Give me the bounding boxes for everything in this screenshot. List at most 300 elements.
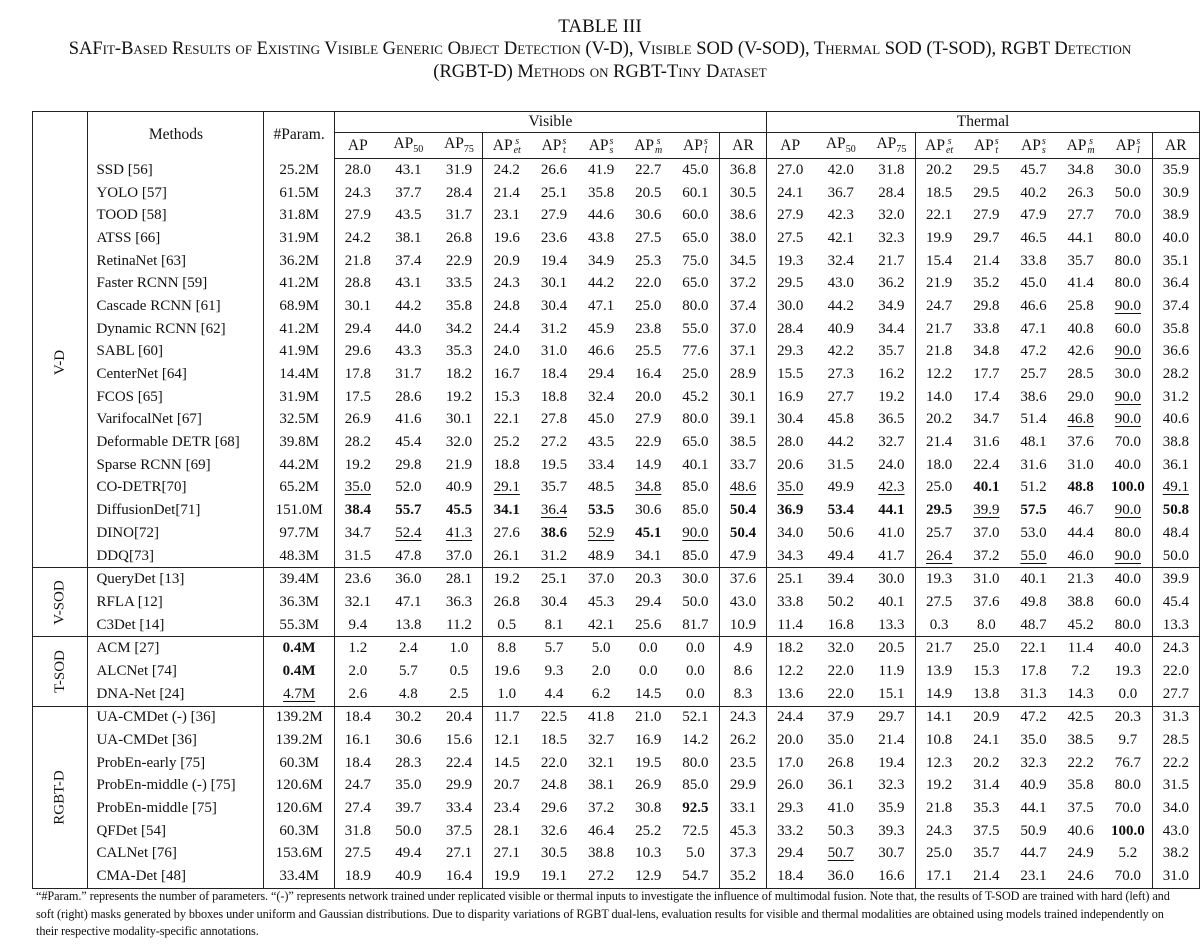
visible-value: 30.4: [540, 593, 568, 610]
thermal-value: 40.0: [1152, 227, 1199, 250]
thermal-value: 29.3: [777, 800, 804, 817]
visible-col-ap50: $AP_{50}$: [381, 133, 436, 159]
visible-value: 41.6: [395, 411, 422, 428]
visible-value: 31.8: [344, 822, 371, 839]
thermal-value: 44.1: [1020, 800, 1047, 817]
thermal-value: 19.4: [878, 754, 905, 771]
thermal-value: 35.0: [777, 479, 804, 496]
table-row: [33, 591, 1200, 614]
method-name: UA-CMDet (-) [36]: [88, 706, 264, 729]
thermal-value: 28.4: [878, 184, 905, 201]
table-row: [33, 363, 1200, 386]
visible-value: 38.1: [395, 229, 422, 246]
method-name: SABL [60]: [88, 341, 264, 364]
thermal-value: 20.2: [915, 159, 963, 182]
thermal-value: 21.3: [1057, 568, 1104, 591]
thermal-value: 25.7: [915, 522, 963, 545]
thermal-value: 46.6: [1020, 297, 1047, 314]
thermal-value: 35.0: [1020, 732, 1047, 749]
thermal-value: 19.2: [915, 775, 963, 798]
visible-value: 50.4: [719, 499, 766, 522]
thermal-value: 34.0: [1152, 797, 1199, 820]
thermal-value: 27.9: [777, 207, 804, 224]
visible-value: 55.7: [395, 502, 422, 519]
visible-value: 26.2: [719, 729, 766, 752]
table-row: [33, 752, 1200, 775]
thermal-value: 43.0: [1152, 820, 1199, 843]
thermal-value: 41.4: [1067, 275, 1094, 292]
table-row: [33, 568, 1200, 591]
method-name: ACM [27]: [88, 637, 264, 660]
visible-value: 23.8: [635, 320, 662, 337]
group-header: [33, 112, 88, 159]
thermal-value: 40.1: [973, 479, 1000, 496]
thermal-value: 22.0: [1152, 660, 1199, 683]
visible-value: 55.0: [682, 320, 709, 337]
thermal-value: 29.5: [915, 499, 963, 522]
thermal-value: 80.0: [1114, 777, 1142, 794]
visible-value: 27.4: [344, 800, 371, 817]
results-body: [33, 159, 1200, 889]
visible-value: 27.9: [344, 207, 371, 224]
visible-value: 35.8: [445, 297, 473, 314]
visible-value: 25.5: [635, 343, 662, 360]
visible-value: 32.1: [587, 754, 615, 771]
thermal-value: 51.2: [1020, 479, 1047, 496]
thermal-value: 14.9: [915, 683, 963, 706]
visible-value: 29.4: [344, 320, 371, 337]
thermal-value: 24.7: [915, 295, 963, 318]
visible-value: 1.2: [334, 637, 381, 660]
table-row: [33, 295, 1200, 318]
thermal-value: 22.2: [1067, 754, 1094, 771]
table-row: [33, 318, 1200, 341]
thermal-value: 35.7: [878, 343, 905, 360]
visible-value: 15.3: [483, 386, 531, 409]
thermal-value: 40.0: [1104, 637, 1152, 660]
thermal-value: 38.8: [1152, 431, 1199, 454]
visible-value: 50.4: [719, 522, 766, 545]
thermal-value: 29.4: [777, 845, 804, 862]
thermal-value: 40.1: [878, 593, 905, 610]
thermal-value: 42.3: [827, 207, 854, 224]
thermal-value: 51.4: [1020, 411, 1047, 428]
param-count: 31.8M: [264, 204, 334, 227]
method-name: RetinaNet [63]: [88, 250, 264, 273]
visible-value: 0.0: [625, 637, 672, 660]
visible-value: 17.5: [344, 388, 371, 405]
visible-value: 0.5: [483, 614, 531, 637]
table-row: [33, 499, 1200, 522]
visible-value: 30.4: [540, 297, 568, 314]
table-label: TABLE III: [558, 16, 642, 37]
visible-value: 39.7: [395, 800, 422, 817]
thermal-value: 21.4: [973, 252, 1000, 269]
visible-value: 45.3: [719, 820, 766, 843]
thermal-value: 30.9: [1152, 182, 1199, 205]
thermal-value: 22.1: [915, 204, 963, 227]
thermal-value: 42.6: [1067, 343, 1094, 360]
visible-value: 37.0: [578, 568, 625, 591]
visible-value: 38.6: [540, 524, 568, 541]
visible-value: 28.2: [344, 434, 371, 451]
thermal-value: 12.2: [915, 363, 963, 386]
thermal-value: 46.5: [1020, 229, 1047, 246]
thermal-value: 50.6: [827, 524, 854, 541]
thermal-value: 40.0: [1104, 568, 1152, 591]
thermal-value: 50.0: [1114, 184, 1142, 201]
visible-value: 34.5: [719, 250, 766, 273]
visible-value: 49.4: [395, 845, 422, 862]
thermal-value: 0.0: [1118, 685, 1138, 702]
visible-value: 30.1: [344, 297, 371, 314]
visible-value: 43.3: [395, 343, 422, 360]
param-count: 25.2M: [264, 159, 334, 182]
visible-value: 33.5: [445, 275, 473, 292]
thermal-value: 42.1: [827, 229, 854, 246]
param-count: 120.6M: [264, 797, 334, 820]
thermal-value: 35.7: [973, 845, 1000, 862]
visible-value: 20.7: [483, 775, 531, 798]
method-name: DiffusionDet[71]: [88, 499, 264, 522]
visible-value: 33.4: [445, 800, 473, 817]
visible-value: 32.7: [587, 732, 615, 749]
visible-value: 4.9: [719, 637, 766, 660]
thermal-col-apst: AP s t: [963, 133, 1010, 159]
visible-value: 80.0: [682, 411, 709, 428]
visible-value: 16.7: [483, 363, 531, 386]
thermal-value: 26.0: [777, 777, 804, 794]
visible-value: 30.5: [540, 845, 568, 862]
visible-value: 37.0: [719, 318, 766, 341]
thermal-value: 45.7: [1020, 161, 1047, 178]
visible-value: 1.0: [436, 637, 483, 660]
visible-value: 28.0: [344, 161, 371, 178]
thermal-value: 25.7: [1020, 366, 1047, 383]
visible-value: 34.8: [635, 479, 662, 496]
visible-value: 27.2: [540, 434, 568, 451]
visible-value: 14.2: [682, 732, 709, 749]
visible-value: 47.1: [587, 297, 615, 314]
visible-value: 43.1: [395, 275, 422, 292]
visible-value: 12.1: [483, 729, 531, 752]
thermal-value: 25.0: [915, 477, 963, 500]
param-count: 41.2M: [264, 318, 334, 341]
visible-value: 40.9: [445, 479, 473, 496]
thermal-value: 40.6: [1152, 409, 1199, 432]
thermal-value: 90.0: [1114, 547, 1142, 564]
thermal-value: 30.0: [1114, 366, 1142, 383]
param-header: #Param.: [264, 112, 334, 159]
thermal-value: 15.5: [777, 366, 804, 383]
thermal-value: 30.0: [777, 297, 804, 314]
thermal-value: 25.8: [1067, 297, 1094, 314]
param-count: 39.4M: [264, 568, 334, 591]
visible-value: 37.5: [445, 822, 473, 839]
visible-value: 20.4: [436, 706, 483, 729]
visible-value: 35.8: [587, 184, 615, 201]
visible-value: 37.6: [719, 568, 766, 591]
thermal-value: 31.4: [973, 777, 1000, 794]
thermal-value: 45.4: [1152, 591, 1199, 614]
visible-value: 4.4: [544, 685, 564, 702]
thermal-value: 47.9: [1020, 207, 1047, 224]
thermal-value: 19.3: [1114, 662, 1142, 679]
visible-value: 25.6: [635, 616, 662, 633]
visible-value: 20.0: [635, 388, 662, 405]
thermal-value: 36.5: [878, 411, 905, 428]
visible-value: 48.6: [719, 477, 766, 500]
thermal-value: 24.6: [1057, 865, 1104, 888]
visible-value: 28.3: [395, 754, 422, 771]
visible-value: 31.2: [540, 547, 568, 564]
visible-value: 32.4: [587, 388, 615, 405]
visible-value: 19.2: [445, 388, 473, 405]
thermal-value: 35.2: [973, 275, 1000, 292]
thermal-value: 28.4: [777, 320, 804, 337]
param-count: 0.4M: [264, 637, 334, 660]
visible-value: 29.1: [483, 477, 531, 500]
thermal-value: 46.8: [1067, 411, 1094, 428]
visible-value: 11.2: [446, 616, 472, 633]
visible-value: 48.9: [587, 547, 615, 564]
thermal-value: 35.7: [1067, 252, 1094, 269]
table-row: [33, 409, 1200, 432]
visible-value: 20.9: [483, 250, 531, 273]
visible-value: 24.2: [483, 159, 531, 182]
thermal-value: 50.9: [1020, 822, 1047, 839]
visible-value: 43.0: [719, 591, 766, 614]
visible-value: 81.7: [682, 616, 709, 633]
thermal-value: 34.8: [1067, 161, 1094, 178]
visible-value: 44.2: [395, 297, 422, 314]
visible-value: 31.7: [395, 366, 422, 383]
thermal-value: 33.8: [777, 593, 804, 610]
thermal-value: 37.5: [973, 822, 1000, 839]
visible-value: 25.2: [635, 822, 662, 839]
group-label-text: V-D: [51, 350, 68, 376]
thermal-value: 47.2: [1010, 706, 1057, 729]
thermal-value: 39.9: [1152, 568, 1199, 591]
thermal-value: 45.2: [1067, 616, 1094, 633]
thermal-value: 32.3: [1020, 754, 1047, 771]
thermal-value: 41.0: [878, 524, 905, 541]
thermal-value: 13.6: [777, 685, 804, 702]
thermal-value: 28.5: [1067, 366, 1094, 383]
param-count: 139.2M: [264, 729, 334, 752]
visible-value: 22.9: [445, 252, 473, 269]
visible-value: 45.1: [635, 524, 662, 541]
visible-value: 22.7: [635, 161, 662, 178]
thermal-value: 29.5: [777, 275, 804, 292]
table-row: [33, 660, 1200, 683]
thermal-value: 70.0: [1114, 207, 1142, 224]
visible-value: 30.1: [445, 411, 473, 428]
visible-value: 50.0: [395, 822, 422, 839]
table-row: [33, 865, 1200, 888]
thermal-value: 90.0: [1114, 297, 1142, 314]
thermal-value: 27.5: [777, 229, 804, 246]
thermal-value: 31.0: [1152, 865, 1199, 888]
thermal-col-ap: AP: [767, 133, 814, 159]
table-row: [33, 341, 1200, 364]
visible-value: 30.0: [672, 568, 720, 591]
table-row: [33, 272, 1200, 295]
thermal-value: 31.6: [1020, 456, 1047, 473]
visible-value: 30.1: [540, 275, 568, 292]
visible-value: 5.0: [578, 637, 625, 660]
thermal-value: 44.7: [1020, 845, 1047, 862]
thermal-value: 36.1: [827, 777, 854, 794]
thermal-value: 20.5: [868, 637, 915, 660]
footnote: “#Param.” represents the number of parameters. “(-)” represents network trained under replicated visible or thermal inputs to investigate the influence of multimodal fusion. Note that, the results of T-SOD are trained with hard (left) and soft (right) masks generated by bboxes under uniform and Gaussian distributions. Due to disparity variations of RGBT dual-lens, evaluation results for visible and thermal modalities are obtained using models trained independently on their respective modality-specific annotations.: [36, 889, 1170, 938]
thermal-value: 38.5: [1067, 732, 1094, 749]
thermal-value: 53.4: [827, 502, 854, 519]
thermal-value: 28.5: [1152, 729, 1199, 752]
visible-value: 31.5: [344, 547, 371, 564]
visible-value: 24.8: [483, 295, 531, 318]
thermal-value: 38.8: [1067, 593, 1094, 610]
visible-value: 29.4: [587, 366, 615, 383]
visible-value: 53.5: [587, 502, 615, 519]
visible-value: 25.1: [530, 568, 577, 591]
thermal-value: 38.6: [1020, 388, 1047, 405]
visible-value: 27.9: [540, 207, 568, 224]
thermal-value: 14.0: [915, 386, 963, 409]
thermal-value: 38.9: [1152, 204, 1199, 227]
thermal-value: 35.9: [1152, 159, 1199, 182]
thermal-value: 13.8: [973, 685, 1000, 702]
group-label: [33, 568, 88, 637]
table-row: [33, 797, 1200, 820]
visible-value: 42.1: [587, 616, 615, 633]
thermal-value: 33.8: [973, 320, 1000, 337]
method-name: VarifocalNet [67]: [88, 409, 264, 432]
thermal-value: 34.9: [878, 297, 905, 314]
visible-value: 41.9: [587, 161, 615, 178]
visible-value: 27.1: [445, 845, 473, 862]
visible-value: 24.3: [483, 272, 531, 295]
thermal-col-ar: AR: [1152, 133, 1199, 159]
visible-value: 21.4: [483, 182, 531, 205]
thermal-value: 38.2: [1152, 843, 1199, 866]
visible-value: 2.5: [449, 685, 469, 702]
thermal-value: 44.2: [827, 297, 854, 314]
thermal-value: 50.2: [827, 593, 854, 610]
table-row: [33, 204, 1200, 227]
thermal-value: 21.8: [915, 341, 963, 364]
visible-value: 45.2: [682, 388, 709, 405]
visible-value: 5.7: [399, 662, 418, 679]
visible-value: 45.9: [587, 320, 615, 337]
table-row: [33, 477, 1200, 500]
thermal-value: 26.3: [1067, 184, 1094, 201]
thermal-value: 30.0: [868, 568, 915, 591]
method-name: FCOS [65]: [88, 386, 264, 409]
visible-value: 38.4: [344, 502, 371, 519]
param-count: 0.4M: [264, 660, 334, 683]
visible-value: 45.4: [395, 434, 422, 451]
thermal-value: 48.4: [1152, 522, 1199, 545]
method-name: YOLO [57]: [88, 182, 264, 205]
thermal-value: 29.5: [973, 161, 1000, 178]
method-name: Sparse RCNN [69]: [88, 454, 264, 477]
visible-value: 8.1: [544, 616, 564, 633]
visible-value: 30.6: [635, 207, 662, 224]
table-row: [33, 775, 1200, 798]
table-row: [33, 683, 1200, 706]
visible-value: 65.0: [682, 275, 709, 292]
thermal-value: 90.0: [1114, 388, 1142, 405]
thermal-value: 18.4: [767, 865, 814, 888]
visible-value: 21.0: [625, 706, 672, 729]
visible-value: 47.1: [395, 593, 422, 610]
thermal-value: 40.6: [1067, 822, 1094, 839]
thermal-value: 31.3: [1152, 706, 1199, 729]
visible-value: 18.4: [344, 754, 371, 771]
thermal-value: 14.1: [915, 706, 963, 729]
visible-value: 19.2: [344, 456, 371, 473]
visible-value: 34.7: [344, 524, 371, 541]
param-count: 41.9M: [264, 341, 334, 364]
visible-value: 0.0: [638, 662, 658, 679]
visible-value: 32.0: [445, 434, 473, 451]
thermal-value: 12.3: [915, 752, 963, 775]
thermal-col-apset: AP s et: [915, 133, 963, 159]
visible-value: 19.9: [483, 865, 531, 888]
thermal-value: 29.7: [973, 229, 1000, 246]
caption-line-1: SAFit-Based Results of Existing Visible Generic Object Detection (V-D), Visible SOD (V-SOD), Thermal SOD (T-SOD), RGBT Detection: [68, 39, 1132, 59]
visible-value: 18.2: [445, 366, 473, 383]
thermal-value: 30.4: [777, 411, 804, 428]
thermal-value: 11.4: [777, 616, 804, 633]
visible-value: 43.5: [587, 434, 615, 451]
visible-value: 0.5: [449, 662, 469, 679]
table-row: [33, 545, 1200, 568]
thermal-value: 29.8: [973, 297, 1000, 314]
visible-value: 23.6: [540, 229, 568, 246]
param-count: 32.5M: [264, 409, 334, 432]
method-name: DINO[72]: [88, 522, 264, 545]
method-name: DDQ[73]: [88, 545, 264, 568]
thermal-value: 21.8: [915, 797, 963, 820]
group-label-text: V-SOD: [51, 580, 68, 625]
visible-value: 85.0: [682, 479, 709, 496]
thermal-value: 49.1: [1152, 477, 1199, 500]
thermal-value: 40.9: [1020, 777, 1047, 794]
thermal-value: 19.2: [878, 388, 905, 405]
thermal-value: 32.3: [878, 777, 905, 794]
param-count: 31.9M: [264, 386, 334, 409]
thermal-value: 20.3: [1104, 706, 1152, 729]
thermal-value: 17.7: [973, 366, 1000, 383]
thermal-value: 30.7: [878, 845, 905, 862]
visible-value: 16.9: [635, 732, 662, 749]
visible-value: 26.9: [635, 777, 662, 794]
thermal-value: 24.3: [915, 820, 963, 843]
thermal-value: 21.9: [915, 272, 963, 295]
thermal-value: 90.0: [1114, 502, 1142, 519]
thermal-value: 17.0: [777, 754, 804, 771]
visible-value: 27.5: [635, 229, 662, 246]
visible-value: 24.3: [719, 706, 766, 729]
thermal-value: 21.4: [878, 732, 905, 749]
param-count: 61.5M: [264, 182, 334, 205]
visible-value: 52.9: [587, 524, 615, 541]
thermal-value: 24.4: [767, 706, 814, 729]
thermal-value: 21.7: [915, 637, 963, 660]
method-name: TOOD [58]: [88, 204, 264, 227]
